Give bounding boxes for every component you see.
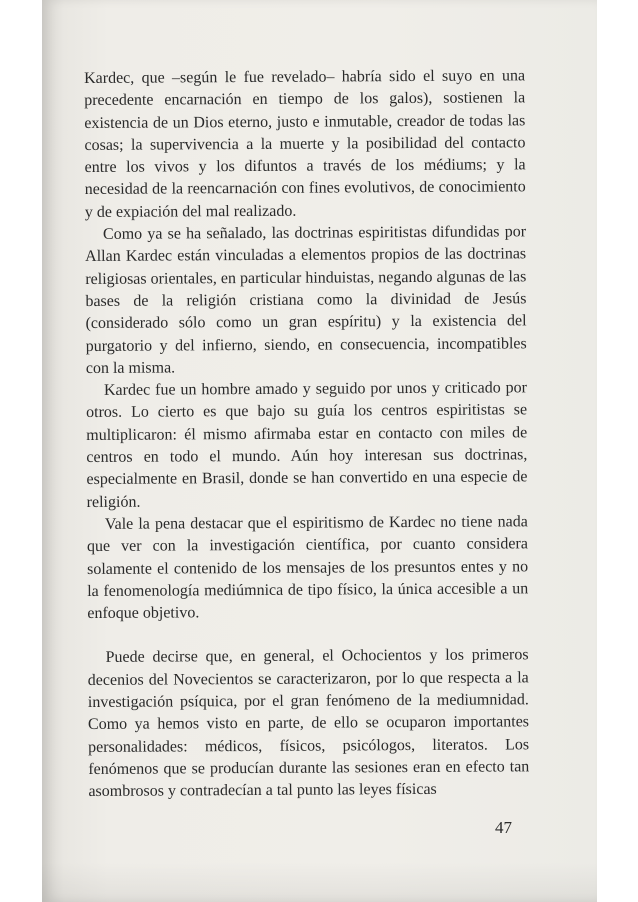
paragraph-2: Como ya se ha señalado, las doctrinas espiritistas difundidas por Allan Kardec están vinculadas a elementos propios de las doctrinas religiosas orientales, en particular hinduistas, negando algunas de las bases de la religión cristiana como la divinidad de Jesús (considerado sólo como un gran espíritu) y la existencia del purgatorio y del infierno, siendo, en consecuencia, incompatibles con la misma. — [85, 223, 527, 377]
page-number: 47 — [495, 818, 512, 837]
paragraph-1: Kardec, que –según le fue revelado– habría sido el suyo en una precedente encarnación en tiempo de los galos), sostienen la existencia de un Dios eterno, justo e inmutable, creador de todas las cosas; la supervivencia a la muerte y la posibilidad del contacto entre los vivos y los difuntos a través de los médiums; y la necesidad de la reencarnación con fines evolutivos, de conocimiento y de expiación del mal realizado. — [84, 67, 526, 221]
paragraph-3: Kardec fue un hombre amado y seguido por unos y criticado por otros. Lo cierto es que bajo su guía los centros espiritistas se multiplicaron: él mismo afirmaba estar en contacto con miles de centros en todo el mundo. Aún hoy interesan sus doctrinas, especialmente en Brasil, donde se han convertido en una especie de religión. — [86, 379, 528, 511]
paragraph-5: Puede decirse que, en general, el Ochocientos y los primeros decenios del Novecientos se caracterizaron, por lo que respecta a la investigación psíquica, por el gran fenómeno de la mediumnidad. Como ya hemos visto en parte, de ello se ocuparon importantes personalidades: médicos, físicos, psicólogos, literatos. Los fenómenos que se producían durante las sesiones eran en efecto tan asombrosos y contradecían a tal punto las leyes físicas — [87, 646, 530, 801]
body-text — [84, 65, 529, 803]
paragraph-4: Vale la pena destacar que el espiritismo de Kardec no tiene nada que ver con la investigación científica, por cuanto considera solamente el contenido de los mensajes de los presuntos entes y no la fenomenología mediúmnica de tipo físico, la única accesible a un enfoque objetivo. — [86, 513, 529, 623]
